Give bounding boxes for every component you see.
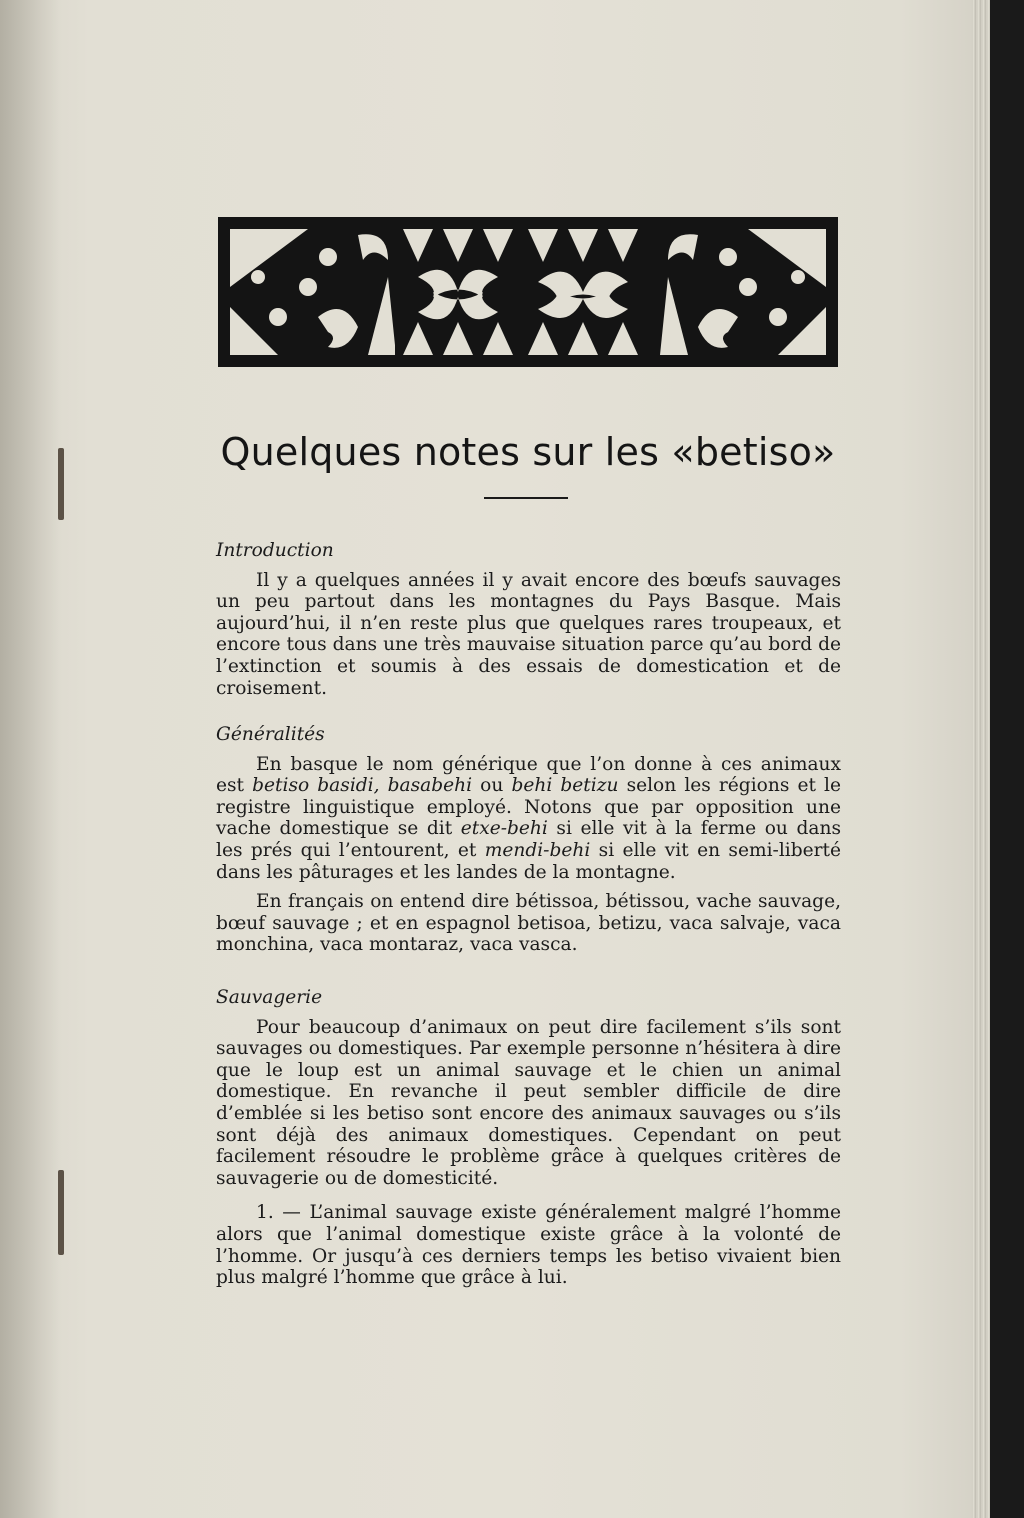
paragraph-introduction: Il y a quelques années il y avait encore des bœufs sauvages un peu partout dans les montagnes du Pays Basque. Mais aujourd’hui, il n’en reste plus que quelques rares troupeaux, et encore tous dans une très mauvaise situation parce qu’au bord de l’extinction et soumis à des essais de domestication et de croisement. xyxy=(216,569,841,699)
section-introduction xyxy=(216,540,841,699)
page-title: Quelques notes sur les «betiso» xyxy=(220,430,836,474)
section-sauvagerie xyxy=(216,987,841,1289)
paragraph-sauvagerie-2: 1. — L’animal sauvage existe généralement malgré l’homme alors que l’animal domestique existe grâce à la volonté de l’homme. Or jusqu’à ces derniers temps les betiso vivaient bien plus malgré l’homme que grâce à lui. xyxy=(216,1202,841,1289)
basque-geometric-ornament-icon xyxy=(218,217,838,367)
heading-introduction: Introduction xyxy=(216,540,334,561)
italic-term: behi betizu xyxy=(511,775,619,797)
heading-sauvagerie: Sauvagerie xyxy=(216,987,323,1008)
staple-bottom xyxy=(58,1170,64,1255)
text-span: selon les régions et le registre linguistique employé. Notons que par opposition une vache domestique se dit xyxy=(216,775,841,840)
text-span: En basque le nom générique que l’on donne à ces animaux est xyxy=(216,753,841,797)
italic-term: betiso basidi, basabehi xyxy=(252,775,473,797)
title-divider xyxy=(484,497,568,499)
paragraph-sauvagerie-1: Pour beaucoup d’animaux on peut dire facilement s’ils sont sauvages ou domestiques. Par exemple personne n’hésitera à dire que le loup est un animal sauvage et le chien un animal domestique. En revanche il peut sembler difficile de dire d’emblée si les betiso sont encore des animaux sauvages ou s’ils sont déjà des animaux domestiques. Cependant on peut facilement résoudre le problème grâce à quelques critères de sauvagerie ou de domesticité. xyxy=(216,1016,841,1189)
staple-top xyxy=(58,448,64,520)
paragraph-generalites-1 xyxy=(216,754,841,884)
italic-term: etxe-behi xyxy=(460,818,548,840)
binding-shadow xyxy=(0,0,60,1518)
text-span: si elle vit à la ferme ou dans les prés qui l’entourent, et xyxy=(216,818,841,861)
paragraph-generalites-2: En français on entend dire bétissoa, bétissou, vache sauvage, bœuf sauvage ; et en espagnol betisoa, betizu, vaca salvaje, vaca monchina, vaca montaraz, vaca vasca. xyxy=(216,891,841,956)
text-span: si elle vit en semi-liberté dans les pâturages et les landes de la montagne. xyxy=(216,839,841,883)
italic-term: mendi-behi xyxy=(484,839,591,861)
heading-generalites: Généralités xyxy=(216,724,325,745)
text-span: ou xyxy=(472,775,512,797)
section-generalites xyxy=(216,724,841,956)
page-edges xyxy=(972,0,990,1518)
